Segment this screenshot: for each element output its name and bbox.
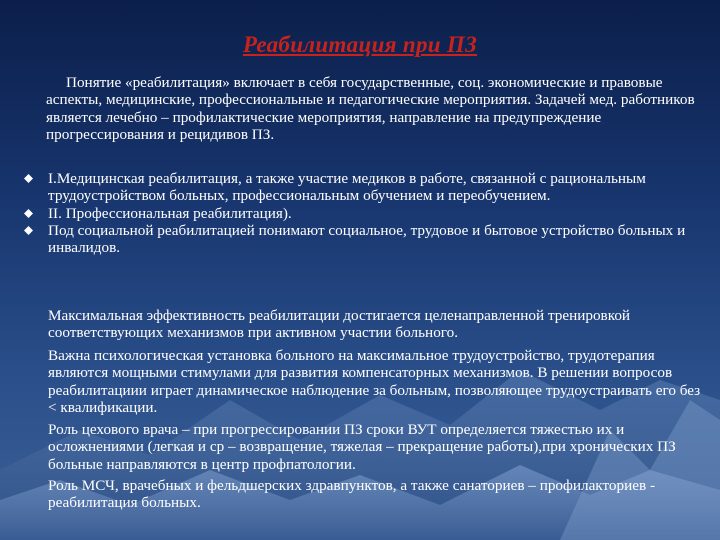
diamond-bullet-icon: [24, 209, 33, 218]
slide-title: Реабилитация при ПЗ: [242, 32, 478, 57]
bullet-text: I.Медицинская реабилитация, а также участие медиков в работе, связанной с рациональным трудоустройством больных, профессиональным обучением и переобучением.: [48, 170, 646, 205]
bullet-item: [22, 222, 712, 257]
intro-paragraph: Понятие «реабилитация» включает в себя государственные, соц. экономические и правовые аспекты, медицинские, профессиональные и педагогические мероприятия. Задачей мед. работников является лечебно – профилактические мероприятия, направление на предупреждение прогрессирования и рецидивов ПЗ.: [46, 74, 695, 143]
bullet-text: Под социальной реабилитацией понимают социальное, трудовое и бытовое устройство больных и инвалидов.: [48, 221, 686, 257]
bullet-list: [22, 170, 712, 256]
bullet-item: [22, 170, 712, 205]
bullet-text: II. Профессиональная реабилитация).: [48, 204, 292, 222]
body-paragraph: Важна психологическая установка больного на максимальное трудоустройство, трудотерапия являются мощными стимулами для развития компенсаторных механизмов. В решении вопросов реабилитациии играет динамическое наблюдение за больным, позволяющее трудоустраивать его без < квалификации.: [48, 347, 701, 416]
body-paragraph: Роль цехового врача – при прогрессировании ПЗ сроки ВУТ определяется тяжестью их и осложнениями (легкая и ср – возвращение, тяжелая – прекращение работы),при хронических ПЗ больные направляются в центр профпатологии.: [48, 421, 676, 473]
bullet-item: [22, 205, 712, 222]
diamond-bullet-icon: [24, 174, 33, 183]
body-paragraph: Роль МСЧ, врачебных и фельдшерских здравпунктов, а также санаториев – профилакториев - реабилитация больных.: [48, 477, 656, 512]
body-paragraph: Максимальная эффективность реабилитации достигается целенаправленной тренировкой соответствующих механизмов при активном участии больного.: [48, 307, 631, 342]
diamond-bullet-icon: [24, 226, 33, 235]
